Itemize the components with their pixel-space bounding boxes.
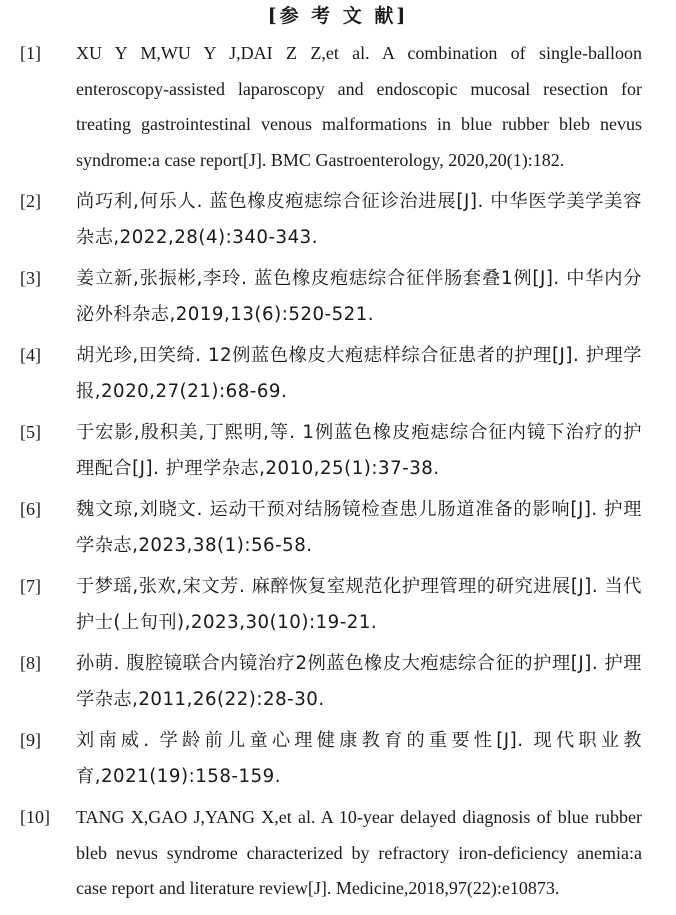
reference-text: XU Y M,WU Y J,DAI Z Z,et al. A combination of single-balloon enteroscopy-assisted laparoscopy and endoscopic mucosal resection for treating gastrointestinal venous malformations in blue rubber bleb nevus syndrome:a case report[J]. BMC Gastroenterology, 2020,20(1):182. bbox=[76, 43, 642, 170]
reference-item bbox=[0, 36, 676, 178]
reference-number: [3] bbox=[20, 268, 41, 288]
reference-text: 胡光珍,田笑绮. 12例蓝色橡皮大疱痣样综合征患者的护理[J]. 护理学报,2020,27(21):68-69. bbox=[76, 345, 642, 402]
reference-text: 于宏影,殷积美,丁熙明,等. 1例蓝色橡皮疱痣综合征内镜下治疗的护理配合[J]. 护理学杂志,2010,25(1):37-38. bbox=[76, 422, 642, 479]
reference-item bbox=[0, 569, 676, 640]
reference-number: [1] bbox=[20, 43, 41, 63]
reference-number: [8] bbox=[20, 653, 41, 673]
reference-number: [10] bbox=[20, 807, 50, 827]
reference-list bbox=[0, 36, 676, 913]
reference-item bbox=[0, 338, 676, 409]
reference-text: 尚巧利,何乐人. 蓝色橡皮疱痣综合征诊治进展[J]. 中华医学美学美容杂志,2022,28(4):340-343. bbox=[76, 191, 642, 248]
reference-number: [7] bbox=[20, 576, 41, 596]
reference-text: TANG X,GAO J,YANG X,et al. A 10-year delayed diagnosis of blue rubber bleb nevus syndrome characterized by refractory iron-deficiency anemia:a case report and literature review[J]. Medicine,2018,97(22):e10873. bbox=[76, 807, 642, 898]
reference-item bbox=[0, 415, 676, 486]
reference-text: 孙萌. 腹腔镜联合内镜治疗2例蓝色橡皮大疱痣综合征的护理[J]. 护理学杂志,2011,26(22):28-30. bbox=[76, 653, 642, 710]
reference-item bbox=[0, 646, 676, 717]
reference-text: 魏文琼,刘晓文. 运动干预对结肠镜检查患儿肠道准备的影响[J]. 护理学杂志,2023,38(1):56-58. bbox=[76, 499, 642, 556]
reference-number: [6] bbox=[20, 499, 41, 519]
reference-number: [5] bbox=[20, 422, 41, 442]
reference-number: [9] bbox=[20, 730, 41, 750]
reference-item bbox=[0, 723, 676, 794]
reference-item bbox=[0, 184, 676, 255]
reference-text: 于梦瑶,张欢,宋文芳. 麻醉恢复室规范化护理管理的研究进展[J]. 当代护士(上旬刊),2023,30(10):19-21. bbox=[76, 576, 642, 633]
reference-item bbox=[0, 800, 676, 907]
references-heading: [参 考 文 献] bbox=[267, 5, 409, 27]
reference-text: 刘南威. 学龄前儿童心理健康教育的重要性[J]. 现代职业教育,2021(19):158-159. bbox=[76, 730, 642, 787]
reference-item bbox=[0, 492, 676, 563]
reference-text: 姜立新,张振彬,李玲. 蓝色橡皮疱痣综合征伴肠套叠1例[J]. 中华内分泌外科杂志,2019,13(6):520-521. bbox=[76, 268, 642, 325]
reference-item bbox=[0, 261, 676, 332]
reference-number: [4] bbox=[20, 345, 41, 365]
reference-number: [2] bbox=[20, 191, 41, 211]
